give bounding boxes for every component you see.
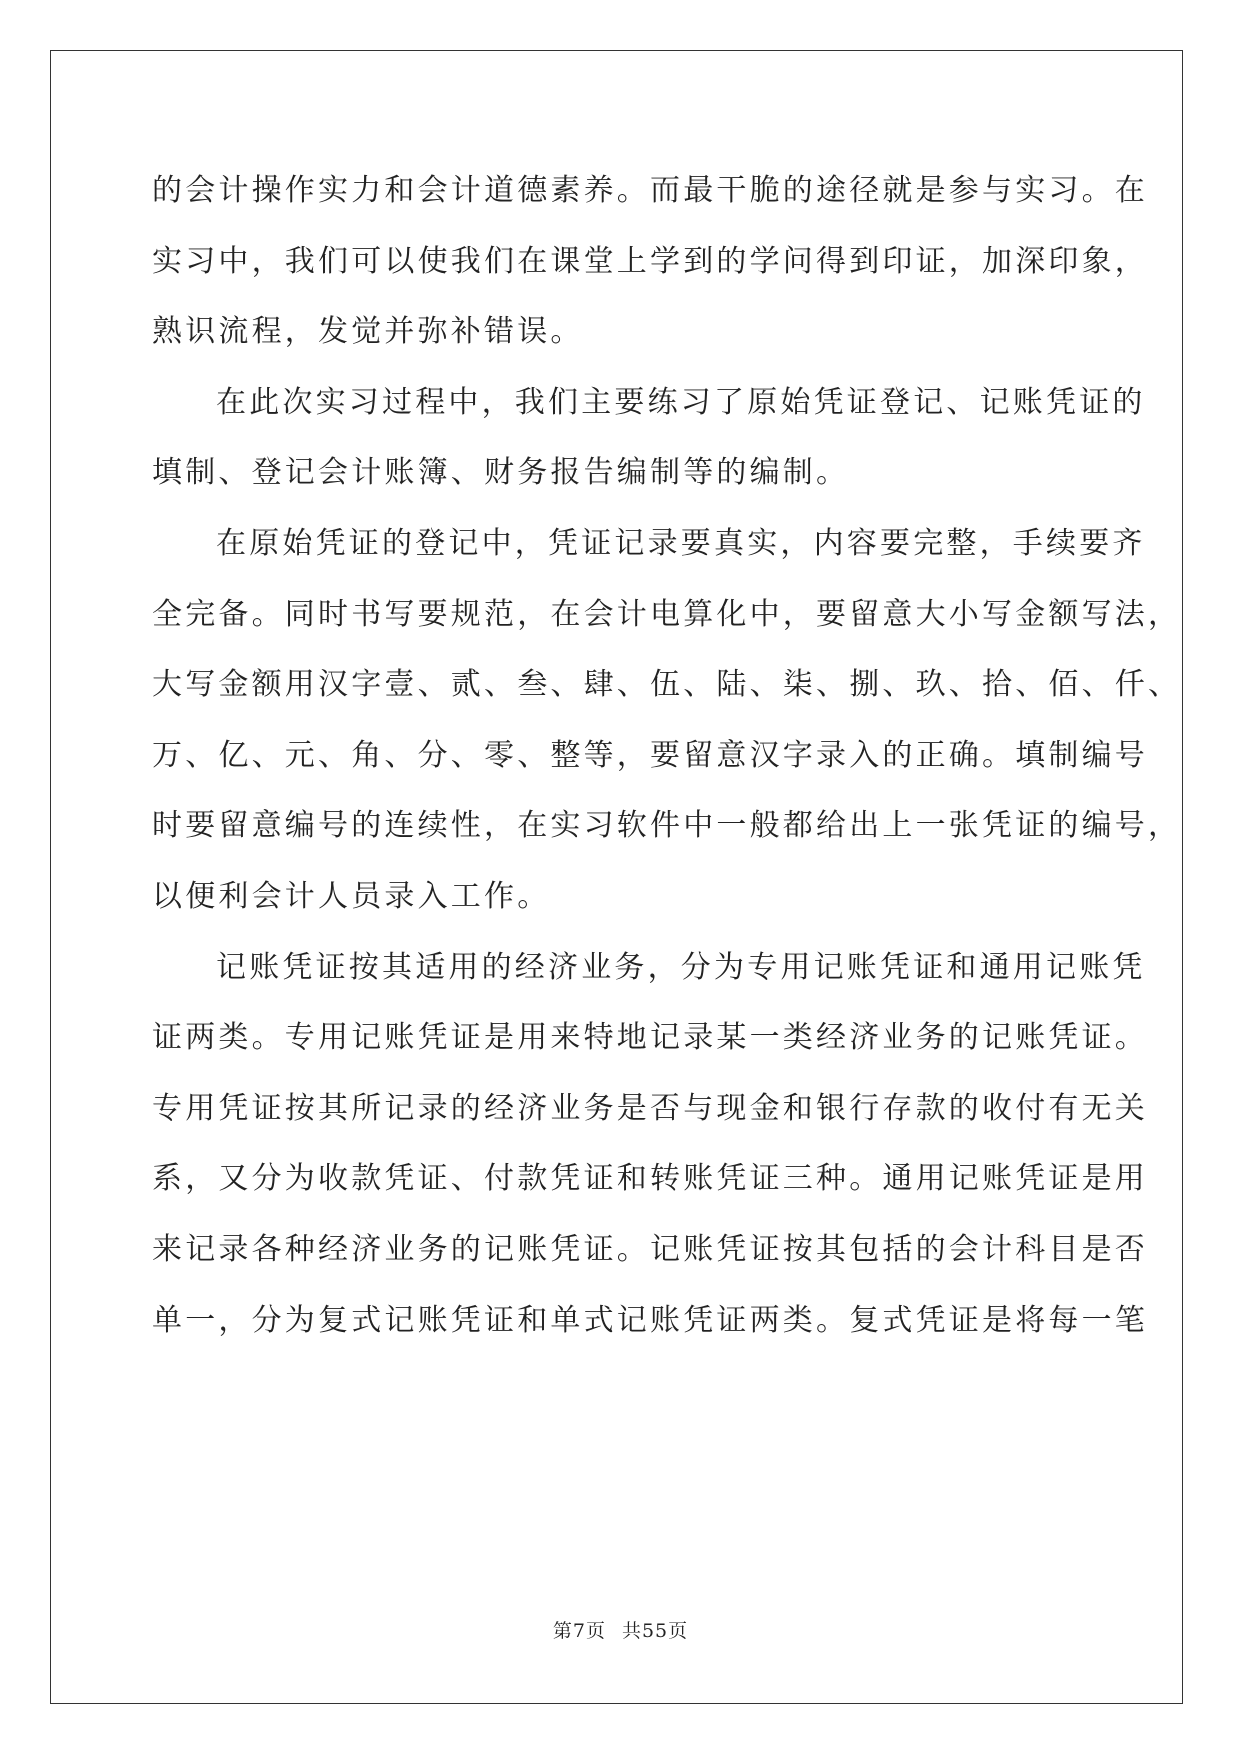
text-line: 时要留意编号的连续性，在实习软件中一般都给出上一张凭证的编号， (152, 808, 1182, 844)
text-line: 全完备。同时书写要规范，在会计电算化中，要留意大小写金额写法， (152, 596, 1182, 632)
page-total: 共55页 (621, 1620, 689, 1642)
text-line: 实习中，我们可以使我们在课堂上学到的学问得到印证，加深印象， (152, 243, 1148, 279)
text-line: 大写金额用汉字壹、贰、叁、肆、伍、陆、柒、捌、玖、拾、佰、仟、 (152, 667, 1182, 703)
page-number: 第7页 (552, 1620, 606, 1642)
text-line: 在此次实习过程中，我们主要练习了原始凭证登记、记账凭证的 (216, 384, 1146, 420)
text-line: 熟识流程，发觉并弥补错误。 (152, 314, 584, 350)
text-line: 以便利会计人员录入工作。 (152, 878, 551, 914)
document-body (152, 166, 1182, 1366)
text-line: 在原始凭证的登记中，凭证记录要真实，内容要完整，手续要齐 (216, 525, 1146, 561)
text-line: 系，又分为收款凭证、付款凭证和转账凭证三种。通用记账凭证是用 (152, 1161, 1148, 1197)
page-footer (0, 1616, 1241, 1643)
text-line: 万、亿、元、角、分、零、整等，要留意汉字录入的正确。填制编号 (152, 737, 1148, 773)
text-line: 单一，分为复式记账凭证和单式记账凭证两类。复式凭证是将每一笔 (152, 1302, 1148, 1338)
text-line: 专用凭证按其所记录的经济业务是否与现金和银行存款的收付有无关 (152, 1090, 1148, 1126)
text-line: 填制、登记会计账簿、财务报告编制等的编制。 (152, 455, 850, 491)
text-line: 记账凭证按其适用的经济业务，分为专用记账凭证和通用记账凭 (216, 949, 1146, 985)
text-line: 来记录各种经济业务的记账凭证。记账凭证按其包括的会计科目是否 (152, 1231, 1148, 1267)
text-line: 的会计操作实力和会计道德素养。而最干脆的途径就是参与实习。在 (152, 173, 1148, 208)
text-line: 证两类。专用记账凭证是用来特地记录某一类经济业务的记账凭证。 (152, 1020, 1148, 1056)
